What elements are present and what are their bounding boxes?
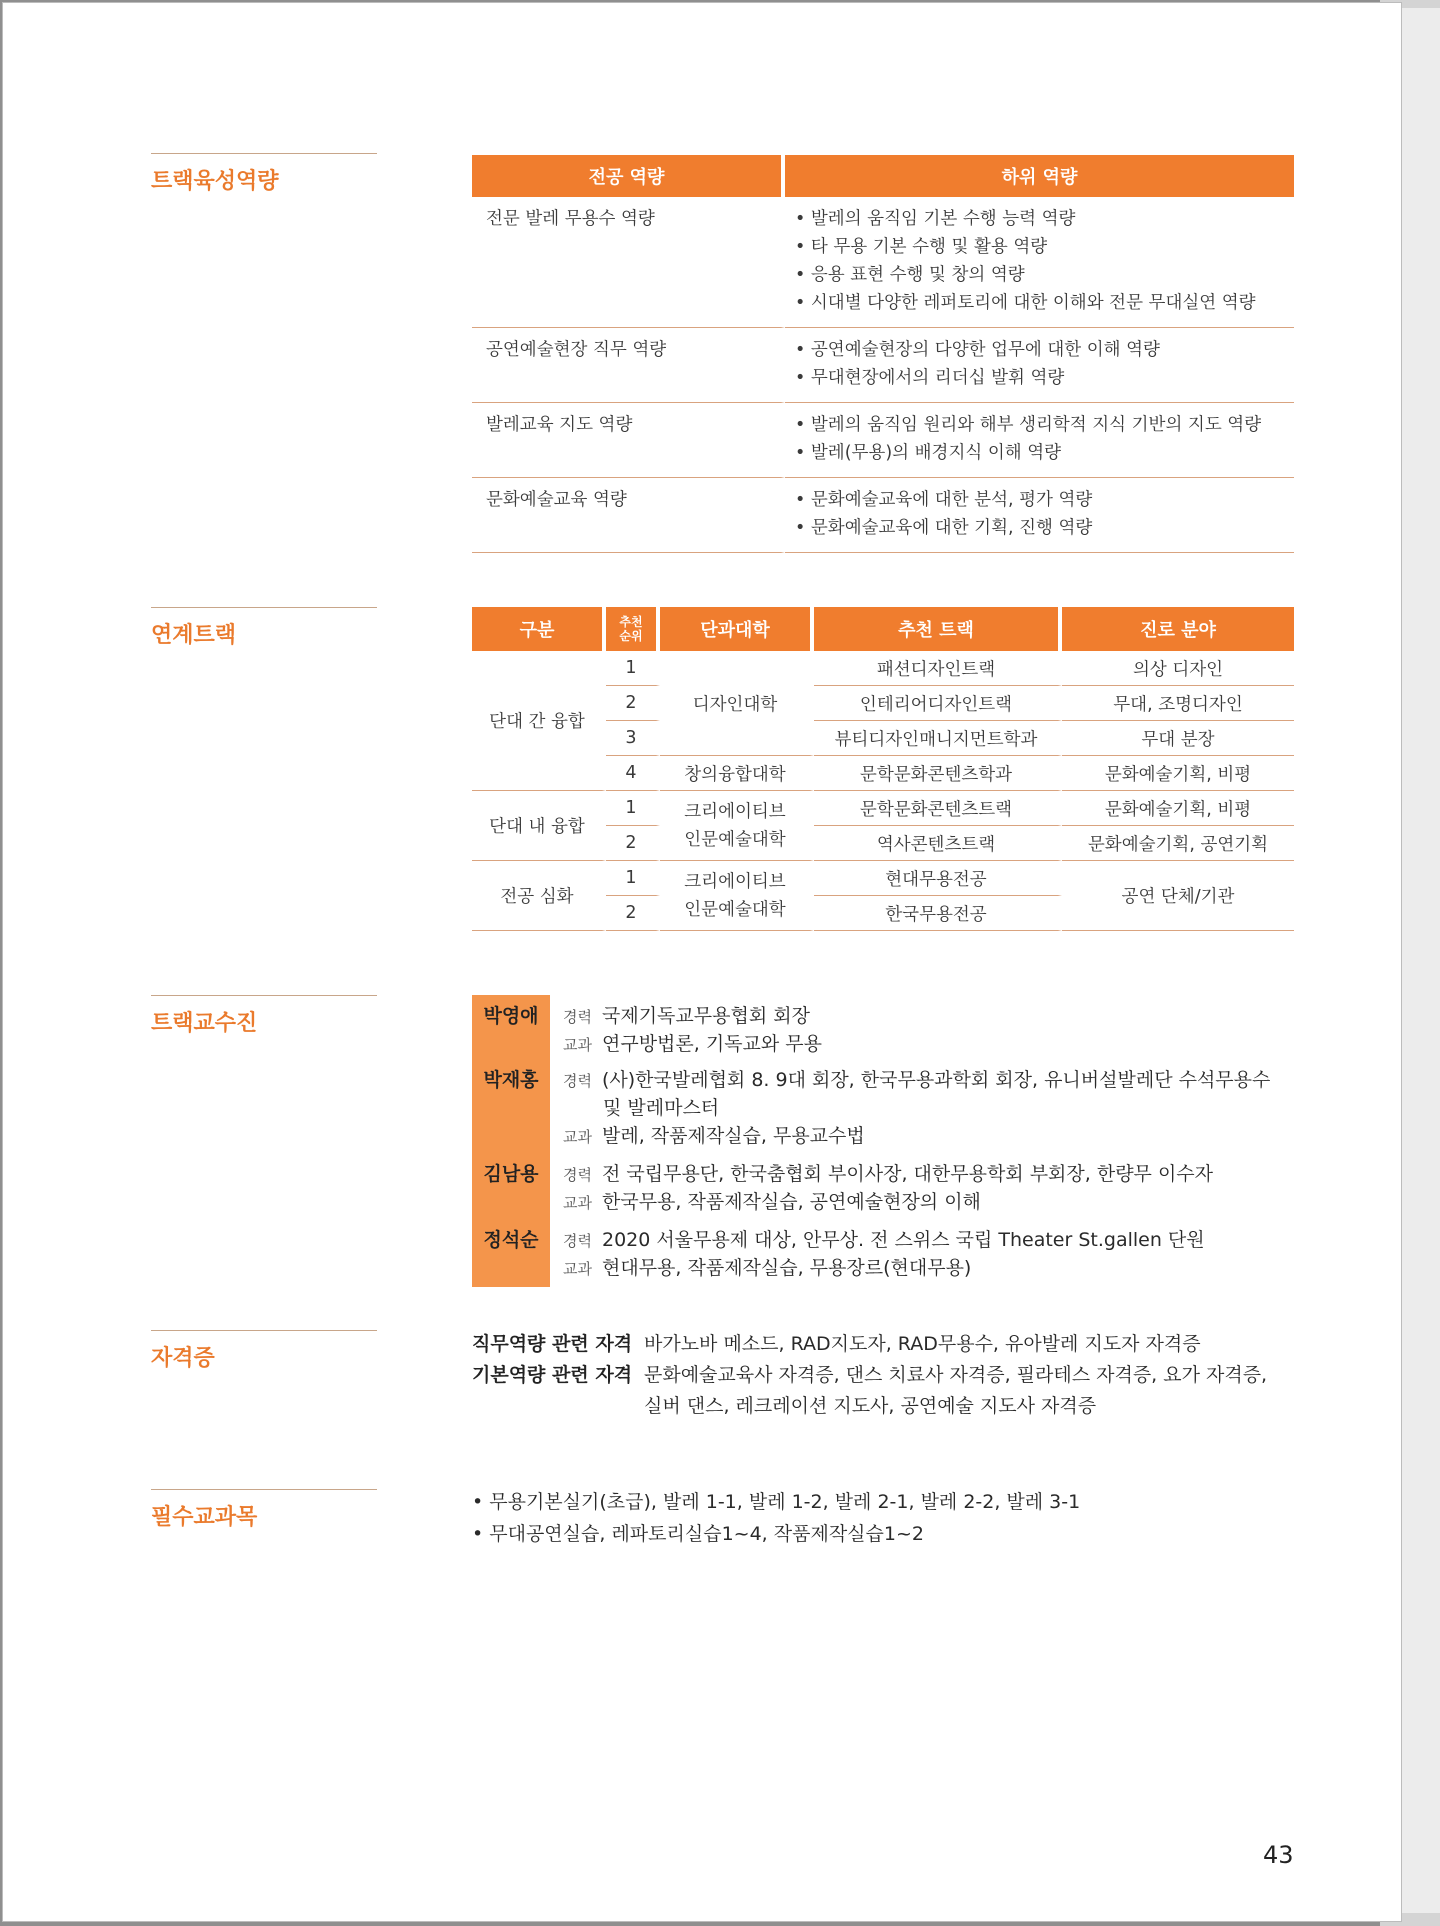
sub-competency: • 타 무용 기본 수행 및 활용 역량	[795, 233, 1280, 261]
sub-competency: • 응용 표현 수행 및 창의 역량	[795, 261, 1280, 289]
career-cell: 의상 디자인	[1062, 651, 1294, 686]
track-cell: 역사콘텐츠트랙	[814, 826, 1062, 861]
rank-cell: 1	[606, 651, 660, 686]
faculty-courses: 교과 연구방법론, 기독교와 무용	[563, 1033, 822, 1055]
faculty-name: 박재홍	[483, 1069, 539, 1091]
faculty-career: 경력 2020 서울무용제 대상, 안무상. 전 스위스 국립 Theater St.gallen 단원	[563, 1229, 1205, 1251]
faculty-career: 경력 (사)한국발레협회 8. 9대 회장, 한국무용과학회 회장, 유니버설발레단 수석무용수	[563, 1069, 1271, 1091]
section-label-required: 필수교과목	[151, 1489, 377, 1531]
cert-basic-row: 기본역량 관련 자격 문화예술교육사 자격증, 댄스 치료사 자격증, 필라테스 자격증, 요가 자격증,	[472, 1364, 1268, 1386]
faculty-name: 박영애	[483, 1005, 539, 1027]
table-row	[472, 478, 1294, 553]
rank-cell: 2	[606, 896, 660, 931]
career-cell: 문화예술기획, 공연기획	[1062, 826, 1294, 861]
sub-competency: • 발레(무용)의 배경지식 이해 역량	[795, 439, 1280, 467]
sub-competency: • 공연예술현장의 다양한 업무에 대한 이해 역량	[795, 336, 1280, 364]
category-cell: 전공 심화	[472, 861, 606, 931]
cert-basic-continued: 실버 댄스, 레크레이션 지도사, 공연예술 지도사 자격증	[644, 1395, 1097, 1417]
rank-cell: 1	[606, 861, 660, 896]
required-course-item: • 무대공연실습, 레파토리실습1~4, 작품제작실습1~2	[472, 1519, 924, 1546]
sub-competency: • 발레의 움직임 기본 수행 능력 역량	[795, 205, 1280, 233]
table-row	[472, 791, 1294, 826]
major-competency: 발레교육 지도 역량	[472, 403, 785, 478]
career-cell: 무대, 조명디자인	[1062, 686, 1294, 721]
track-cell: 뷰티디자인매니지먼트학과	[814, 721, 1062, 756]
college-cell: 크리에이티브 인문예술대학	[660, 791, 814, 861]
header-major: 전공 역량	[472, 155, 785, 197]
faculty-courses: 교과 한국무용, 작품제작실습, 공연예술현장의 이해	[563, 1191, 981, 1213]
faculty-career-continued: 및 발레마스터	[603, 1097, 720, 1119]
table-row	[472, 197, 1294, 328]
college-cell: 크리에이티브 인문예술대학	[660, 861, 814, 931]
document-page	[2, 2, 1402, 1922]
linked-track-table	[472, 607, 1294, 931]
career-cell: 공연 단체/기관	[1062, 861, 1294, 931]
career-cell: 문화예술기획, 비평	[1062, 791, 1294, 826]
header-rank: 추천 순위	[606, 607, 660, 651]
sub-competency: • 시대별 다양한 레퍼토리에 대한 이해와 전문 무대실연 역량	[795, 289, 1280, 317]
category-cell: 단대 내 융합	[472, 791, 606, 861]
college-cell: 창의융합대학	[660, 756, 814, 791]
rank-cell: 2	[606, 686, 660, 721]
rank-cell: 1	[606, 791, 660, 826]
career-cell: 무대 분장	[1062, 721, 1294, 756]
faculty-name: 정석순	[483, 1229, 539, 1251]
faculty-career: 경력 국제기독교무용협회 회장	[563, 1005, 810, 1027]
page-number: 43	[1263, 1841, 1294, 1869]
table-row	[472, 651, 1294, 686]
section-label-certificates: 자격증	[151, 1330, 377, 1372]
track-cell: 인테리어디자인트랙	[814, 686, 1062, 721]
sub-competency: • 발레의 움직임 원리와 해부 생리학적 지식 기반의 지도 역량	[795, 411, 1280, 439]
table-row	[472, 861, 1294, 896]
faculty-name: 김남용	[483, 1163, 539, 1185]
header-track: 추천 트랙	[814, 607, 1062, 651]
table-row	[472, 403, 1294, 478]
header-sub: 하위 역량	[785, 155, 1294, 197]
major-competency: 공연예술현장 직무 역량	[472, 328, 785, 403]
competency-table	[472, 155, 1294, 553]
faculty-courses: 교과 현대무용, 작품제작실습, 무용장르(현대무용)	[563, 1257, 972, 1279]
header-college: 단과대학	[660, 607, 814, 651]
major-competency: 전문 발레 무용수 역량	[472, 197, 785, 328]
rank-cell: 3	[606, 721, 660, 756]
career-cell: 문화예술기획, 비평	[1062, 756, 1294, 791]
major-competency: 문화예술교육 역량	[472, 478, 785, 553]
sub-competency: • 무대현장에서의 리더십 발휘 역량	[795, 364, 1280, 392]
college-cell: 디자인대학	[660, 651, 814, 756]
page-edge	[1400, 8, 1440, 1913]
category-cell: 단대 간 융합	[472, 651, 606, 791]
faculty-career: 경력 전 국립무용단, 한국춤협회 부이사장, 대한무용학회 부회장, 한량무 이수자	[563, 1163, 1214, 1185]
sub-competency: • 문화예술교육에 대한 기획, 진행 역량	[795, 514, 1280, 542]
rank-cell: 2	[606, 826, 660, 861]
track-cell: 패션디자인트랙	[814, 651, 1062, 686]
section-label-faculty: 트랙교수진	[151, 995, 377, 1037]
table-row	[472, 328, 1294, 403]
rank-cell: 4	[606, 756, 660, 791]
track-cell: 문학문화콘텐츠트랙	[814, 791, 1062, 826]
track-cell: 한국무용전공	[814, 896, 1062, 931]
cert-job-row: 직무역량 관련 자격 바가노바 메소드, RAD지도자, RAD무용수, 유아발레 지도자 자격증	[472, 1333, 1201, 1355]
required-course-item: • 무용기본실기(초급), 발레 1-1, 발레 1-2, 발레 2-1, 발레 2-2, 발레 3-1	[472, 1487, 1080, 1514]
faculty-courses: 교과 발레, 작품제작실습, 무용교수법	[563, 1125, 865, 1147]
sub-competency: • 문화예술교육에 대한 분석, 평가 역량	[795, 486, 1280, 514]
section-label-linked: 연계트랙	[151, 607, 377, 649]
header-career: 진로 분야	[1062, 607, 1294, 651]
track-cell: 현대무용전공	[814, 861, 1062, 896]
section-label-competency: 트랙육성역량	[151, 153, 377, 195]
track-cell: 문학문화콘텐츠학과	[814, 756, 1062, 791]
header-category: 구분	[472, 607, 606, 651]
